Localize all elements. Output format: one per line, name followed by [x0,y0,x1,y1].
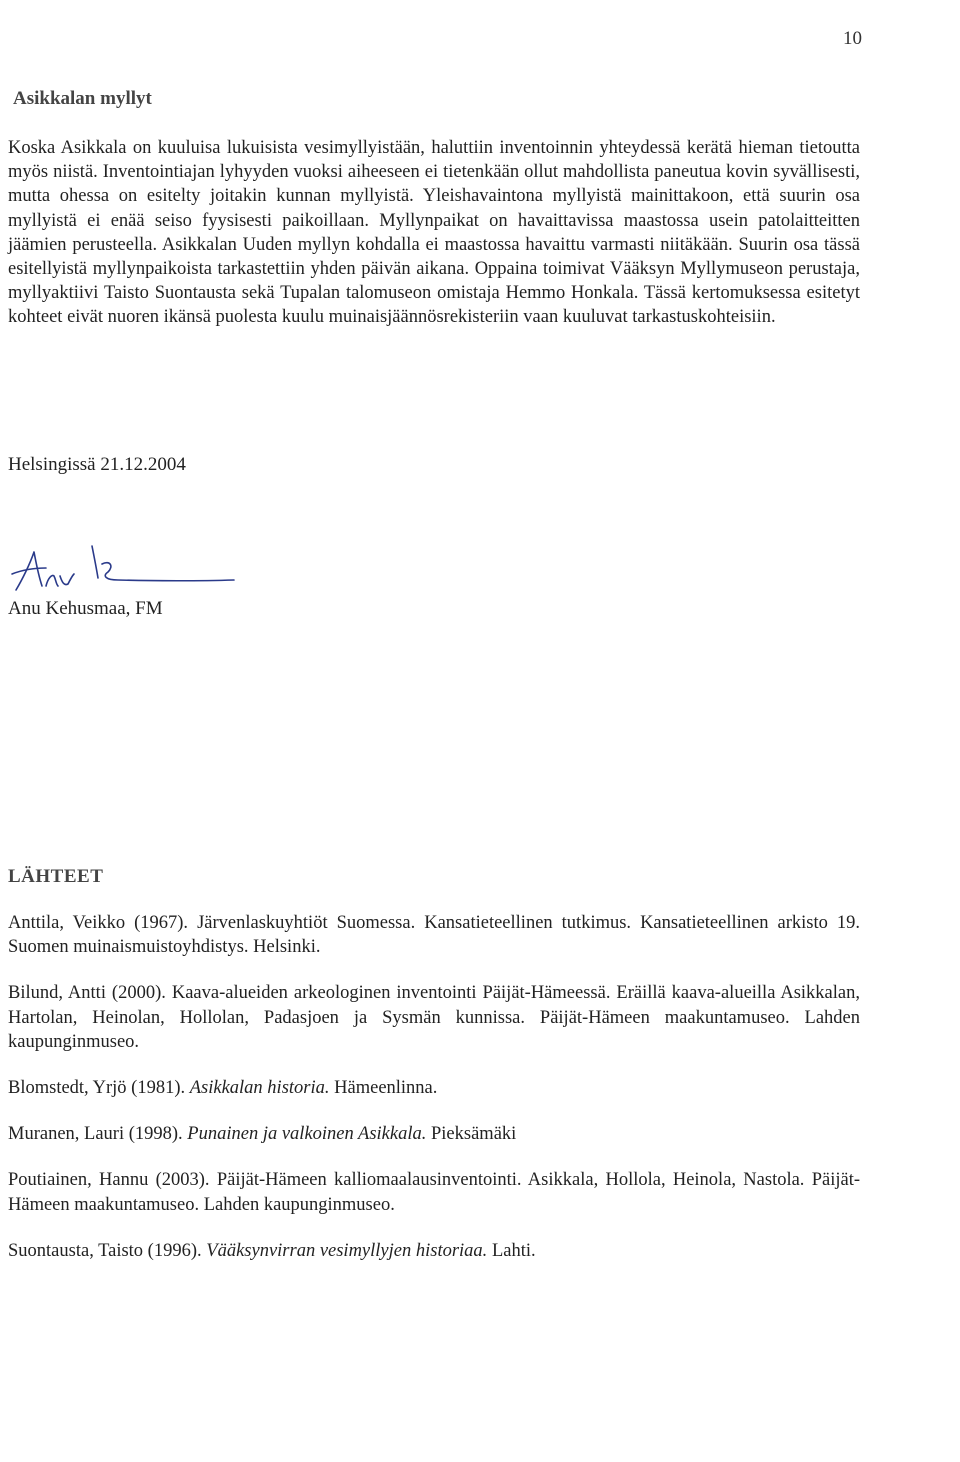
reference-text: Poutiainen, Hannu (2003). Päijät-Hämeen kalliomaalausinventointi. Asikkala, Hollola, Heinola, Nastola. Päijät-Hämeen maakuntamuseo. Lahden kaupunginmuseo. [8,1170,860,1215]
page-number: 10 [843,28,862,49]
place-date: Helsingissä 21.12.2004 [8,454,186,475]
signer-name: Anu Kehusmaa, FM [8,598,163,619]
reference-text: Bilund, Antti (2000). Kaava-alueiden arkeologinen inventointi Päijät-Hämeessä. Eräillä kaava-alueilla Asikkalan, Hartolan, Heinolan, Hollolan, Padasjoen ja Sysmän kunnissa. Päijät-Hämeen maakuntamuseo. Lahden kaupunginmuseo. [8,983,860,1052]
reference-item [8,1122,860,1146]
signature-image [2,530,242,600]
reference-item [8,1239,860,1263]
body-paragraph: Koska Asikkala on kuuluisa lukuisista vesimyllyistään, haluttiin inventoinnin yhteydessä kerätä hieman tietoutta myös niistä. Inventointiajan lyhyyden vuoksi aiheeseen ei tietenkään ollut mahdollista paneutua kovin syvällisesti, mutta ohessa on esitelty joitakin kunnan myllyistä. Yleishavaintona myllyistä mainittakoon, että suurin osa myllyistä ei enää seiso fyysisesti paikoillaan. Myllynpaikat on havaittavissa maastossa usein patolaitteitten jäämien perusteella. Asikkalan Uuden myllyn kohdalla ei maastossa havaittu varmasti niitäkään. Suurin osa tässä esitellyistä myllynpaikoista tarkastettiin yhden päivän aikana. Oppaina toimivat Vääksyn Myllymuseon perustaja, myllyaktiivi Taisto Suontausta sekä Tupalan talomuseon omistaja Hemmo Honkala. Tässä kertomuksessa esitetyt kohteet eivät nuoren ikänsä puolesta kuulu muinaisjäännösrekisteriin vaan kuuluvat tarkastuskohteisiin. [8,138,860,328]
reference-item [8,1076,860,1100]
references-list [8,911,860,1263]
reference-text: Anttila, Veikko (1967). Järvenlaskuyhtiöt Suomessa. Kansatieteellinen tutkimus. Kansatieteellinen arkisto 19. Suomen muinaismuistoyhdistys. Helsinki. [8,913,860,958]
section-heading: Asikkalan myllyt [13,88,152,109]
reference-text: Blomstedt, Yrjö (1981). [8,1078,190,1099]
reference-item [8,1168,860,1216]
references-heading: LÄHTEET [8,866,104,887]
reference-text-after: Pieksämäki [426,1124,517,1145]
reference-item [8,911,860,959]
reference-text: Muranen, Lauri (1998). [8,1124,188,1145]
reference-text-after: Lahti. [487,1240,536,1261]
reference-title: Vääksynvirran vesimyllyjen historiaa. [206,1240,488,1261]
reference-text: Suontausta, Taisto (1996). [8,1240,207,1261]
reference-title: Asikkalan historia. [189,1078,330,1099]
reference-title: Punainen ja valkoinen Asikkala. [187,1124,427,1145]
reference-item [8,981,860,1054]
reference-text-after: Hämeenlinna. [329,1078,438,1099]
